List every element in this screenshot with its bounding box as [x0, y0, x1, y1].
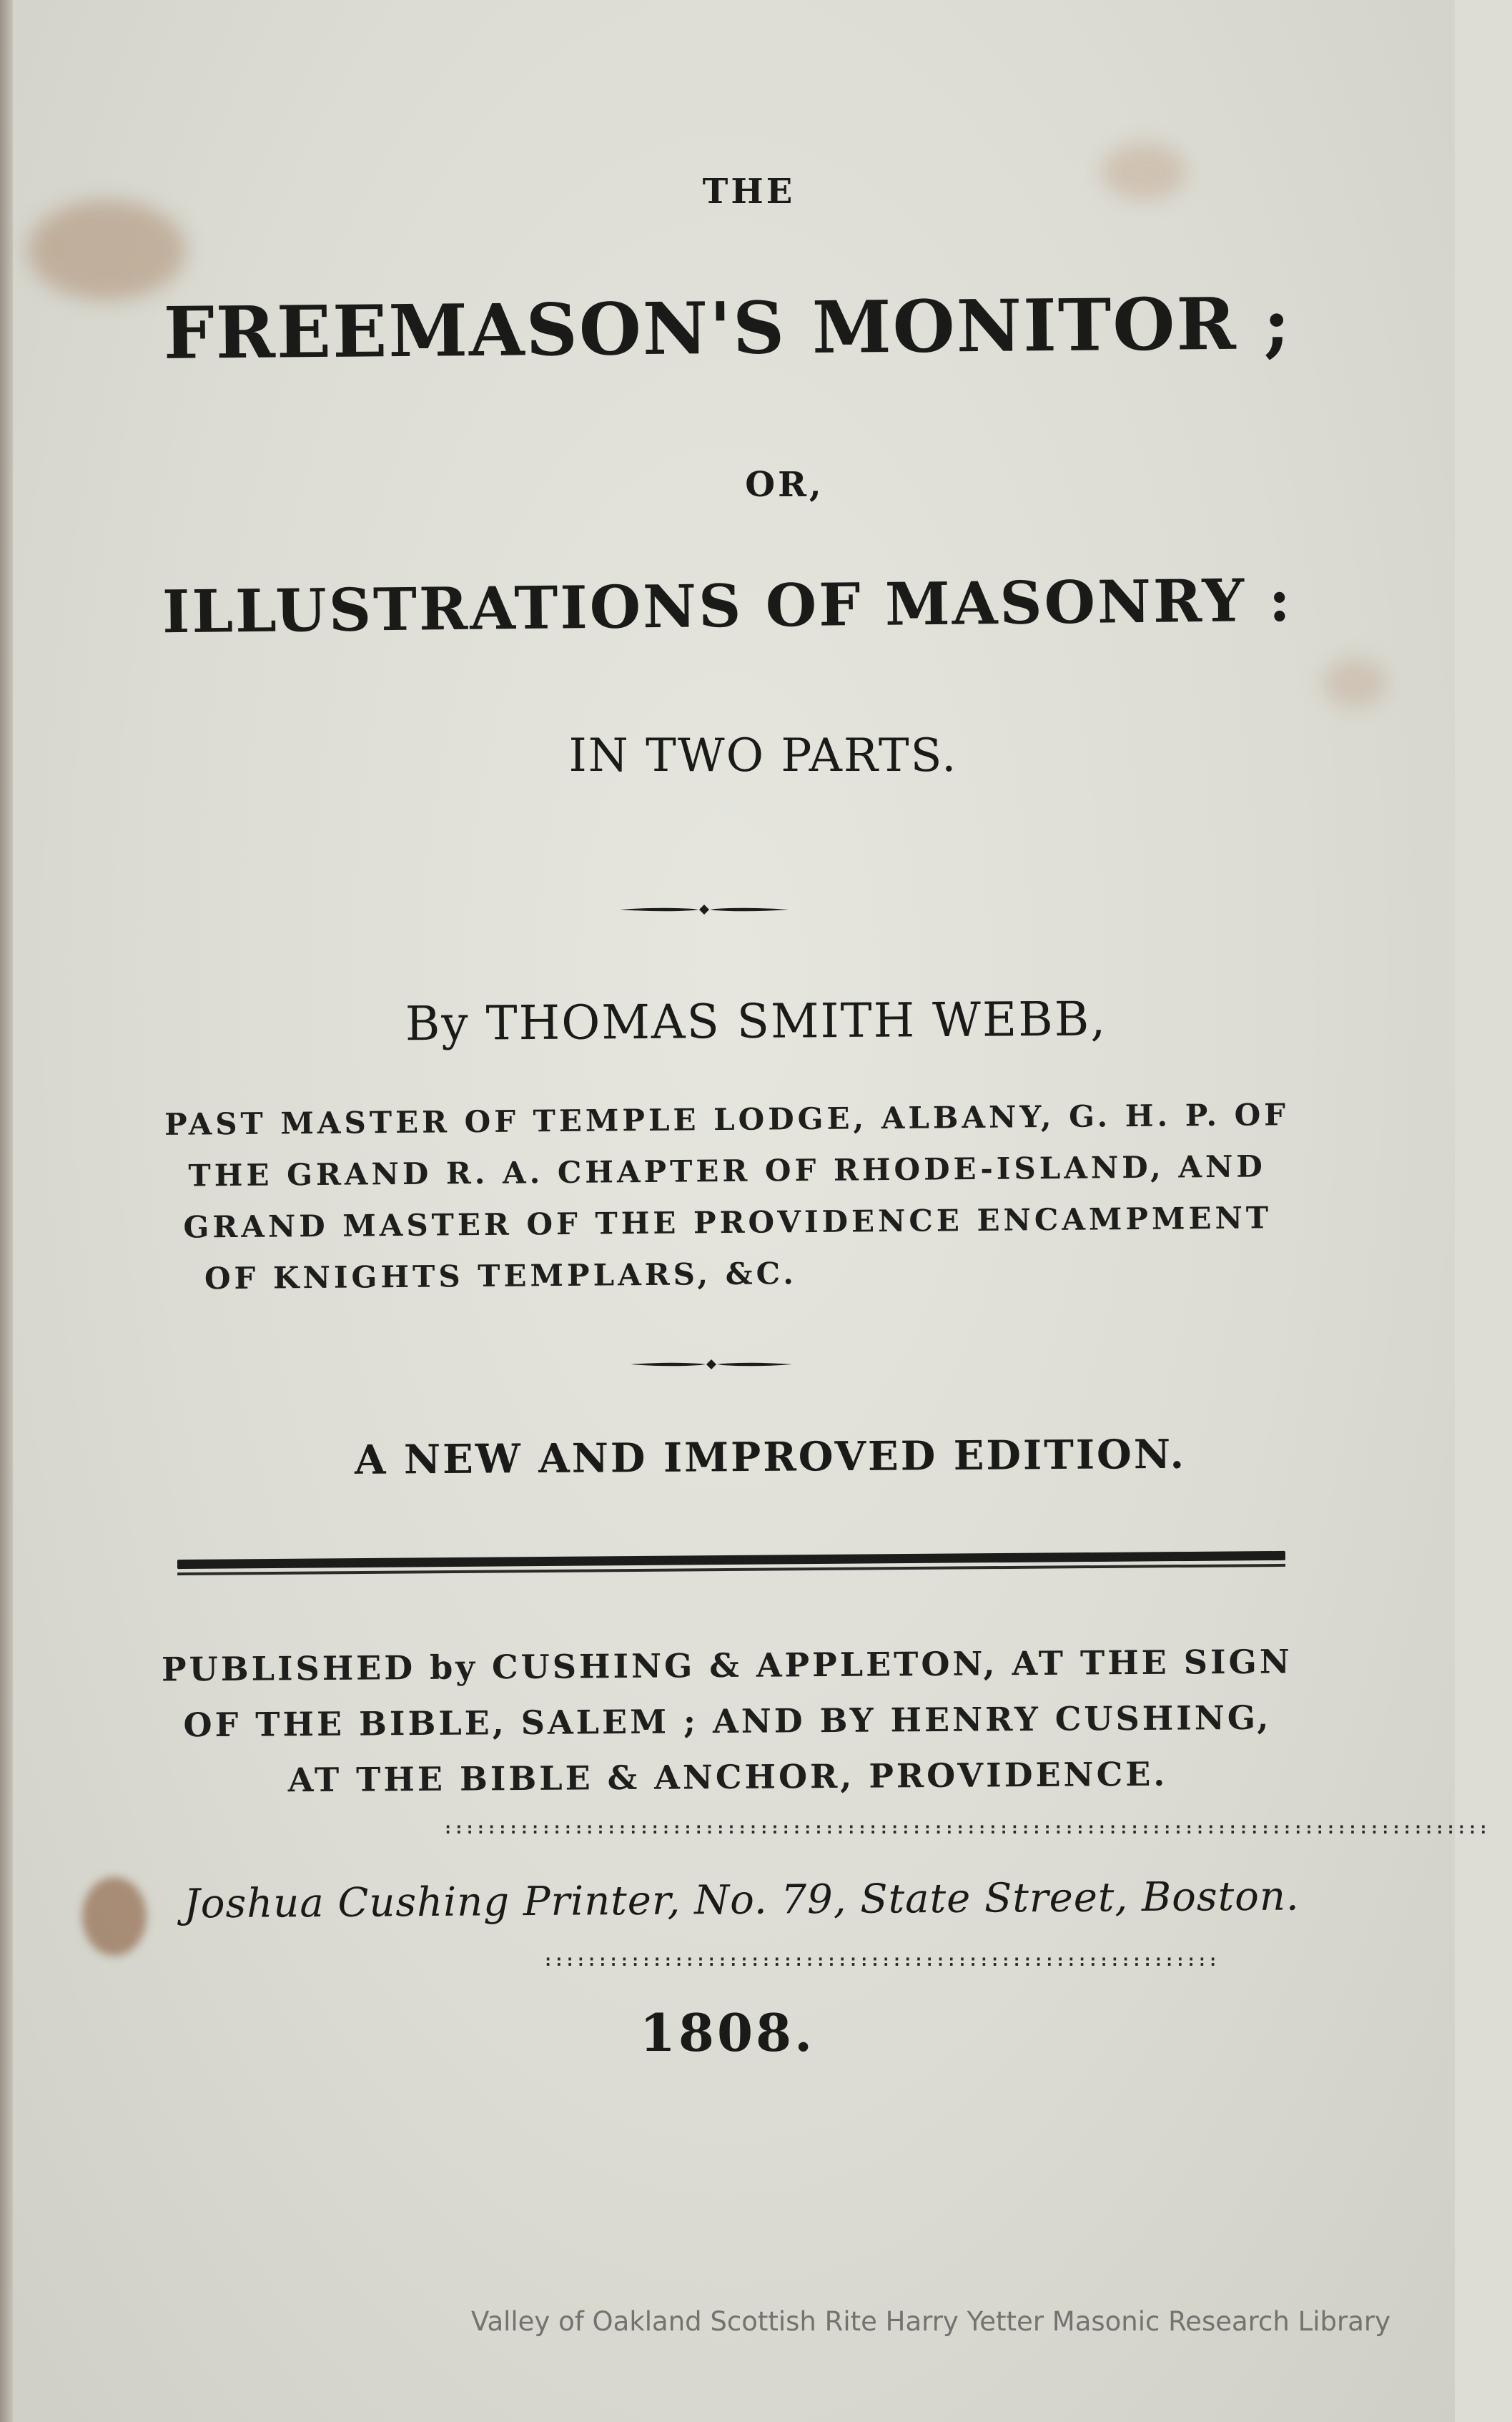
credentials-line: THE GRAND R. A. CHAPTER OF RHODE-ISLAND, AND — [188, 1148, 1267, 1193]
title-article: THE — [702, 172, 796, 212]
imprint-line: AT THE BIBLE & ANCHOR, PROVIDENCE. — [287, 1754, 1168, 1800]
author-line: By THOMAS SMITH WEBB, — [405, 991, 1107, 1052]
author-credentials — [0, 1088, 1456, 1306]
printer-line: Joshua Cushing Printer, No. 79, State Street, Boston. — [184, 1873, 1300, 1928]
foxing-stain — [29, 200, 186, 300]
credentials-line: GRAND MASTER OF THE PROVIDENCE ENCAMPMENT — [183, 1200, 1273, 1245]
dotted-rule: :::::::::::::::::::::::::::::::::::::::::::::::::::::::::::::::::::::::::::::::::::::::::::::::: — [443, 1820, 1490, 1838]
credentials-line: PAST MASTER OF TEMPLE LODGE, ALBANY, G. H. P. OF — [164, 1097, 1290, 1142]
imprint-line: OF THE BIBLE, SALEM ; AND BY HENRY CUSHING, — [183, 1698, 1272, 1745]
dotted-rule: :::::::::::::::::::::::::::::::::::::::::::::::::::::::::::::: — [543, 1952, 1220, 1970]
book-title: FREEMASON'S MONITOR ; — [163, 281, 1292, 375]
double-rule — [177, 1551, 1285, 1575]
title-conjunction: OR, — [745, 465, 824, 505]
publication-year: 1808. — [639, 2002, 816, 2063]
credentials-line: OF KNIGHTS TEMPLARS, &C. — [204, 1256, 798, 1296]
imprint-line: PUBLISHED by CUSHING & APPLETON, AT THE SIGN — [161, 1642, 1293, 1689]
edition-note: A NEW AND IMPROVED EDITION. — [354, 1430, 1187, 1484]
foxing-stain — [1323, 658, 1387, 708]
library-watermark: Valley of Oakland Scottish Rite Harry Yetter Masonic Research Library — [471, 2306, 1390, 2337]
book-subtitle: ILLUSTRATIONS OF MASONRY : — [162, 566, 1293, 647]
ornamental-divider — [618, 902, 790, 917]
publisher-imprint — [0, 1633, 1456, 1810]
parts-note: IN TWO PARTS. — [568, 729, 958, 782]
ornamental-divider — [629, 1357, 794, 1372]
